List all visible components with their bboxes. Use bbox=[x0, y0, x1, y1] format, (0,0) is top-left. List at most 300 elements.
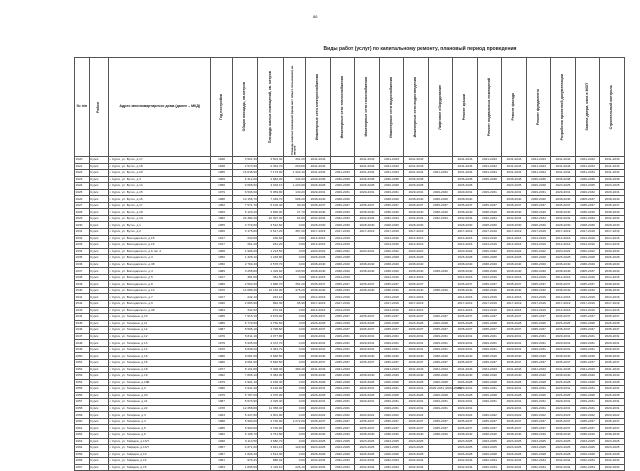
table-cell: 2035-2037 bbox=[306, 425, 331, 432]
table-cell: 2032-2034 bbox=[453, 458, 478, 465]
table-cell: 1623 bbox=[75, 176, 90, 183]
table-cell: 1950 bbox=[211, 261, 232, 268]
table-cell: г. Курск, ул. Бутко, д.18 bbox=[109, 209, 211, 216]
table-cell: Курск bbox=[89, 386, 108, 393]
table-cell: 4 425,40 bbox=[258, 399, 284, 406]
table-cell: Курск bbox=[89, 222, 108, 229]
table-cell: 2041-2043 bbox=[526, 366, 551, 373]
table-cell: 2014-2016 bbox=[306, 307, 331, 314]
table-cell: 2038-2040 bbox=[526, 196, 551, 203]
table-cell: 1659 bbox=[75, 412, 90, 419]
table-cell: г. Курск, ул. Гайдара, д.14 bbox=[109, 458, 211, 465]
table-cell: 2026-2028 bbox=[477, 392, 502, 399]
table-cell: 2014-2016 bbox=[306, 242, 331, 249]
table-cell: 2032-2034 bbox=[502, 458, 527, 465]
table-cell: 2026-2028 bbox=[330, 255, 355, 262]
table-cell: 2028-2030 bbox=[551, 222, 576, 229]
table-cell: 1 514,30 bbox=[258, 451, 284, 458]
table-cell: 2026-2028 bbox=[477, 320, 502, 327]
table-cell: 5 408,30 bbox=[258, 366, 284, 373]
table-cell: 2035-2037 bbox=[306, 202, 331, 209]
table-cell: 2035-2037 bbox=[379, 281, 404, 288]
table-cell: 0,00 bbox=[283, 340, 305, 347]
table-cell: 1665 bbox=[75, 451, 90, 458]
table-cell: 2026-2028 bbox=[428, 392, 453, 399]
table-cell: 2026-2028 bbox=[551, 392, 576, 399]
table-cell: 2035-2037 bbox=[502, 281, 527, 288]
table-cell: 2014-2016 bbox=[330, 307, 355, 314]
table-cell: Курск bbox=[89, 229, 108, 236]
table-cell: 1636 bbox=[75, 261, 90, 268]
table-cell: 1976 bbox=[211, 333, 232, 340]
table-cell: 2038-2040 bbox=[600, 281, 625, 288]
table-cell: 2038-2040 bbox=[330, 209, 355, 216]
table-cell: 2026-2028 bbox=[477, 379, 502, 386]
table-cell: 1660 bbox=[75, 418, 90, 425]
table-cell: 2031-2034 bbox=[355, 170, 380, 177]
table-cell: 2029-2031 bbox=[526, 405, 551, 412]
table-cell: 1647 bbox=[75, 333, 90, 340]
table-cell: 1645 bbox=[75, 320, 90, 327]
table-cell: 0,00 bbox=[283, 346, 305, 353]
table-cell: 2041-2043 bbox=[600, 366, 625, 373]
table-cell: 2035-2037 bbox=[330, 418, 355, 425]
table-cell: 2038-2040 bbox=[453, 353, 478, 360]
table-cell: Курск bbox=[89, 242, 108, 249]
table-cell: 1652 bbox=[75, 366, 90, 373]
table-cell: 2038-2040 bbox=[551, 209, 576, 216]
table-cell: 2038-2040 bbox=[404, 373, 429, 380]
table-cell: 2029-2031 bbox=[551, 340, 576, 347]
table-cell: 2014-2016 bbox=[379, 274, 404, 281]
table-cell: г. Курск, ул. Бутко, д.16 bbox=[109, 196, 211, 203]
table-cell: 2017-2019 bbox=[330, 301, 355, 308]
table-cell: Курск bbox=[89, 353, 108, 360]
col-header-label: Ремонт фундамента bbox=[535, 88, 540, 126]
table-cell: 2017-2019 bbox=[477, 229, 502, 236]
table-cell: 5 838,20 bbox=[232, 346, 258, 353]
table-cell: 2023-2025 bbox=[575, 445, 600, 452]
table-cell: 61,00 bbox=[283, 215, 305, 222]
table-cell: 2029-2031 bbox=[502, 189, 527, 196]
table-cell: 2028-2030 bbox=[404, 222, 429, 229]
table-cell: 2026-2028 bbox=[330, 451, 355, 458]
table-cell: 2017-2019 bbox=[502, 301, 527, 308]
table-cell: 4 679,00 bbox=[258, 314, 284, 321]
table-cell: 2038-2040 bbox=[379, 431, 404, 438]
col-header-label: Инженерные сети электроснабжения bbox=[315, 73, 320, 141]
col-header-label: Площадь нежилых помещений (кроме мест общего пользования), кв. метров bbox=[290, 65, 297, 155]
table-cell: 1 248,80 bbox=[258, 255, 284, 262]
table-cell: 0,00 bbox=[283, 399, 305, 406]
table-cell: 2023-2025 bbox=[502, 183, 527, 190]
table-cell: 2017-2019 bbox=[551, 301, 576, 308]
table-cell: 2014-2016 bbox=[477, 242, 502, 249]
table-cell: 2020-2022 bbox=[306, 412, 331, 419]
table-cell: 2014-2016 bbox=[526, 307, 551, 314]
table-cell: 2029-2031 bbox=[453, 399, 478, 406]
table-cell: 2014-2016 bbox=[502, 274, 527, 281]
table-cell: 7 439,70 bbox=[258, 196, 284, 203]
table-cell: 2023-2025 bbox=[404, 445, 429, 452]
table-cell: 2031-2034 bbox=[453, 170, 478, 177]
table-cell: 1 429,60 bbox=[258, 268, 284, 275]
table-cell: 2032-2034 bbox=[600, 215, 625, 222]
table-cell: 0,00 bbox=[283, 294, 305, 301]
table-cell: 1664 bbox=[75, 445, 90, 452]
table-cell: 2032-2034 bbox=[600, 458, 625, 465]
table-cell: 0,00 bbox=[283, 405, 305, 412]
table-cell: 2029-2031 bbox=[502, 340, 527, 347]
table-cell: 2026-2028 bbox=[379, 255, 404, 262]
table-cell: Курск bbox=[89, 431, 108, 438]
table-cell: 1656 bbox=[75, 392, 90, 399]
table-cell: 2029-2031 bbox=[600, 399, 625, 406]
table-cell: г. Курск, ул. Володарского, д.6 лит 2 bbox=[109, 248, 211, 255]
table-cell: 2038-2040 bbox=[404, 268, 429, 275]
table-cell: 2036-2038 bbox=[379, 176, 404, 183]
table-cell: 3 175,80 bbox=[232, 229, 258, 236]
table-cell: 0,00 bbox=[283, 359, 305, 366]
table-cell: 2041-2043 bbox=[355, 163, 380, 170]
table-cell: 2029-2031 bbox=[551, 333, 576, 340]
table-cell: 2014-2016 bbox=[477, 274, 502, 281]
table-cell: 1622 bbox=[75, 170, 90, 177]
table-cell: 1970 bbox=[211, 346, 232, 353]
table-cell: 2014-2016 bbox=[453, 294, 478, 301]
table-cell: 2026-2028 bbox=[306, 379, 331, 386]
table-cell: 1627 bbox=[75, 202, 90, 209]
table-cell: 1977 bbox=[211, 366, 232, 373]
table-cell: Курск bbox=[89, 163, 108, 170]
table-cell: 2035-2037 bbox=[526, 359, 551, 366]
table-cell: 2038-2040 bbox=[453, 261, 478, 268]
table-cell: 2014-2016 bbox=[453, 307, 478, 314]
table-cell: Курск bbox=[89, 451, 108, 458]
table-cell bbox=[428, 464, 453, 471]
table-cell: г. Курск, ул. Володарского, д.8 bbox=[109, 281, 211, 288]
table-cell: 2017-2019 bbox=[526, 301, 551, 308]
table-cell: 2014-2016 bbox=[379, 294, 404, 301]
table-cell: 2035-2037 bbox=[453, 418, 478, 425]
table-cell: 2023-2025 bbox=[306, 438, 331, 445]
table-cell: 2029-2031 bbox=[330, 333, 355, 340]
table-cell: 2014-2016 bbox=[502, 307, 527, 314]
table-cell: 0,00 bbox=[283, 379, 305, 386]
table-cell: 2028-2030 bbox=[600, 222, 625, 229]
table-cell: 2032-2034 bbox=[379, 458, 404, 465]
table-cell: г. Курск, ул. Гагарина, д.15 bbox=[109, 353, 211, 360]
table-cell: 2038-2040 bbox=[600, 268, 625, 275]
table-cell: 2023-2025 bbox=[600, 445, 625, 452]
col-header-label: Инженерные сети теплоснабжения bbox=[339, 75, 344, 139]
table-cell: 1938 bbox=[211, 163, 232, 170]
table-cell: 1642 bbox=[75, 301, 90, 308]
table-cell: 2023-2025 bbox=[306, 445, 331, 452]
table-cell: 2041-2043 bbox=[600, 163, 625, 170]
table-cell: 272,02 bbox=[258, 307, 284, 314]
table-cell: 2029-2031 bbox=[404, 386, 429, 393]
table-cell: Курск bbox=[89, 373, 108, 380]
table-cell: 242,10 bbox=[232, 294, 258, 301]
table-cell: 2029-2031 bbox=[502, 346, 527, 353]
table-cell: 1963 bbox=[211, 412, 232, 419]
table-cell: 1990 bbox=[211, 386, 232, 393]
table-cell: 2038-2040 bbox=[306, 196, 331, 203]
table-cell: 2029-2032 bbox=[428, 189, 453, 196]
table-cell: г. Курск, ул. Володарского, д.38 bbox=[109, 307, 211, 314]
table-cell: 2017-2019 bbox=[477, 301, 502, 308]
table-cell: 2038-2040 bbox=[526, 287, 551, 294]
table-cell: 2029-2031 bbox=[453, 189, 478, 196]
table-cell: 2029-2031 bbox=[575, 346, 600, 353]
table-cell: Курск bbox=[89, 320, 108, 327]
table-cell: г. Курск, ул. Бутко, д.1А bbox=[109, 215, 211, 222]
table-cell: 2035-2037 bbox=[600, 202, 625, 209]
table-cell: 686,20 bbox=[283, 196, 305, 203]
table-cell: 2026-2028 bbox=[379, 379, 404, 386]
table-cell: 2035-2037 bbox=[526, 425, 551, 432]
table-cell: 2038-2040 bbox=[355, 287, 380, 294]
col-header bbox=[89, 58, 108, 157]
table-cell: 0,00 bbox=[283, 412, 305, 419]
table-cell: 2017-2019 bbox=[379, 301, 404, 308]
table-cell: 1666 bbox=[75, 458, 90, 465]
table-cell: 3 779,60 bbox=[232, 222, 258, 229]
table-cell: 2014-2016 bbox=[306, 235, 331, 242]
table-cell: 2035-2037 bbox=[379, 327, 404, 334]
table-cell: Курск bbox=[89, 425, 108, 432]
table-cell: 2029-2031 bbox=[575, 399, 600, 406]
table-cell: 2020-2022 bbox=[379, 412, 404, 419]
table-cell: 1988 bbox=[211, 418, 232, 425]
table-cell: 2041-2043 bbox=[600, 157, 625, 164]
table-cell: 2035-2037 bbox=[330, 425, 355, 432]
table-cell: 2035-2037 bbox=[404, 327, 429, 334]
table-cell: 2026-2028 bbox=[526, 392, 551, 399]
table-cell: 2038-2040 bbox=[428, 287, 453, 294]
table-cell: 2026-2028 bbox=[551, 451, 576, 458]
table-cell: 2038-2040 bbox=[355, 373, 380, 380]
table-cell: 381,50 bbox=[258, 274, 284, 281]
table-cell: 2026-2028 bbox=[502, 451, 527, 458]
table-cell: 2029-2031 bbox=[355, 386, 380, 393]
table-cell: 10 146,00 bbox=[258, 287, 284, 294]
table-cell: 2041-2043 bbox=[404, 163, 429, 170]
table-cell: 2038-2040 bbox=[502, 261, 527, 268]
table-cell: Курск bbox=[89, 314, 108, 321]
table-cell: 2014-2016 bbox=[551, 294, 576, 301]
table-cell: 886,02 bbox=[258, 458, 284, 465]
table-cell: 8 595,10 bbox=[232, 327, 258, 334]
table-cell: 2029-2031 bbox=[330, 386, 355, 393]
table-cell: 2038-2040 bbox=[502, 287, 527, 294]
table-cell: 2017-2019 bbox=[306, 229, 331, 236]
table-cell: 1986 bbox=[211, 320, 232, 327]
table-cell: 2038-2040 bbox=[404, 261, 429, 268]
table-cell: 2036-2038 bbox=[404, 176, 429, 183]
table-cell: г. Курск, ул. Володарского, д.9 bbox=[109, 301, 211, 308]
table-cell: 2020-2022 bbox=[330, 412, 355, 419]
col-header-label: Ремонт фасада bbox=[511, 93, 516, 121]
table-cell: 2029-2031 bbox=[330, 340, 355, 347]
table-cell: Курск bbox=[89, 412, 108, 419]
table-cell: Курск bbox=[89, 274, 108, 281]
table-cell: 2038-2040 bbox=[428, 431, 453, 438]
table-cell: 2035-2037 bbox=[477, 418, 502, 425]
table-cell: 2029-2031 bbox=[551, 399, 576, 406]
table-cell: г. Курск, ул. Бутко, д.3 bbox=[109, 176, 211, 183]
table-cell: 1917 bbox=[211, 274, 232, 281]
header-row bbox=[75, 58, 625, 157]
table-cell: 2035-2037 bbox=[575, 425, 600, 432]
col-header bbox=[404, 58, 429, 157]
table-cell: 2038-2040 bbox=[502, 431, 527, 438]
table-cell: 4 481,70 bbox=[258, 346, 284, 353]
table-cell: 2038-2040 bbox=[477, 373, 502, 380]
table-cell: 2026-2028 bbox=[575, 451, 600, 458]
table-cell: 2038-2040 bbox=[404, 431, 429, 438]
table-cell: 2038-2040 bbox=[330, 287, 355, 294]
table-cell: 0,00 bbox=[283, 248, 305, 255]
table-cell: 2026-2028 bbox=[306, 255, 331, 262]
table-cell: 2023-2025 bbox=[502, 445, 527, 452]
table-cell: 2026-2028 bbox=[428, 379, 453, 386]
table-cell: 2038-2040 bbox=[330, 196, 355, 203]
table-cell: 2035-2037 bbox=[404, 425, 429, 432]
table-cell: 2038-2040 bbox=[477, 431, 502, 438]
table-cell: 2041-2043 bbox=[379, 157, 404, 164]
table-cell: 99,40 bbox=[283, 202, 305, 209]
table-cell: 1952 bbox=[211, 202, 232, 209]
table-cell: 2035-2037 bbox=[477, 425, 502, 432]
table-cell: 2026-2028 bbox=[551, 320, 576, 327]
table-cell: 2026-2028 bbox=[330, 183, 355, 190]
table-cell: Курск bbox=[89, 333, 108, 340]
col-header-label: Ремонт подвальных помещений bbox=[486, 77, 491, 137]
table-cell: 2029-2031 bbox=[453, 340, 478, 347]
table-cell: 2041-2043 bbox=[575, 157, 600, 164]
table-cell: 1620 bbox=[75, 157, 90, 164]
table-cell: 2014-2016 bbox=[502, 294, 527, 301]
table-cell: 2032-2034 bbox=[330, 464, 355, 471]
table-cell: 2029-2031 bbox=[330, 405, 355, 412]
table-cell: 2035-2037 bbox=[526, 314, 551, 321]
table-cell: 2014-2016 bbox=[306, 274, 331, 281]
table-cell: 2035-2037 bbox=[526, 281, 551, 288]
table-cell: г. Курск, ул. Гагарина, д.21 bbox=[109, 399, 211, 406]
col-header-label: Разработка проектной документации bbox=[560, 73, 565, 141]
table-cell: 2031-2034 bbox=[575, 170, 600, 177]
table-cell: 2031-2034 bbox=[404, 170, 429, 177]
table-cell: 2029-2031 bbox=[428, 346, 453, 353]
table-cell: 2038-2040 bbox=[404, 196, 429, 203]
table-cell: г. Курск, ул. Бутко, д.17 bbox=[109, 202, 211, 209]
table-cell: 2035-2037 bbox=[428, 418, 453, 425]
table-cell: 2029-2031 bbox=[453, 405, 478, 412]
table-cell: 1643 bbox=[75, 307, 90, 314]
table-cell: 2029-2031 bbox=[600, 333, 625, 340]
table-cell: 2029-2032 bbox=[575, 189, 600, 196]
table-cell: 2035-2037 bbox=[526, 418, 551, 425]
table-cell: 2029-2031 bbox=[330, 399, 355, 406]
table-cell: 27,70 bbox=[283, 209, 305, 216]
table-cell: 2029-2031 bbox=[477, 399, 502, 406]
table-cell: 2038-2040 bbox=[600, 353, 625, 360]
table-cell: 2017-2019 bbox=[404, 229, 429, 236]
table-cell: 1969 bbox=[211, 209, 232, 216]
table-cell: 2029-2031 bbox=[551, 386, 576, 393]
table-cell: 2029-2031 bbox=[355, 333, 380, 340]
table-cell: г. Курск, ул. Володарского, д.10 bbox=[109, 287, 211, 294]
table-cell: 1 826,40 bbox=[232, 451, 258, 458]
table-cell: 4 126,00 bbox=[258, 386, 284, 393]
col-header-label: Инженерные сети водоотведения bbox=[413, 76, 418, 138]
table-cell: г. Курск, ул. Гагарина, д.11 bbox=[109, 320, 211, 327]
table-cell: 261,20 bbox=[258, 242, 284, 249]
table-cell: 2035-2037 bbox=[330, 281, 355, 288]
table-cell: 2035-2037 bbox=[477, 359, 502, 366]
table-cell: 2032-2034 bbox=[330, 215, 355, 222]
table-cell: 2023-2025 bbox=[600, 183, 625, 190]
table-cell: 1985 bbox=[211, 314, 232, 321]
table-cell: 2041-2043 bbox=[477, 163, 502, 170]
table-cell: 2020-2022 bbox=[453, 248, 478, 255]
table-cell: 2041-2043 bbox=[575, 163, 600, 170]
table-cell: 2026-2028 bbox=[306, 183, 331, 190]
table-cell: 2020-2022 bbox=[551, 248, 576, 255]
table-cell: 2017-2019 bbox=[306, 301, 331, 308]
table-cell: 2028-2030 bbox=[575, 222, 600, 229]
table-cell: 15 048,90 bbox=[232, 170, 258, 177]
col-header bbox=[379, 58, 404, 157]
table-cell: 2038-2040 bbox=[330, 261, 355, 268]
table-cell: 2035-2037 bbox=[502, 425, 527, 432]
table-cell: 2029-2031 bbox=[355, 399, 380, 406]
table-cell: 0,00 bbox=[283, 353, 305, 360]
table-cell: 2038-2040 bbox=[379, 209, 404, 216]
table-cell: 2028-2030 bbox=[526, 222, 551, 229]
table-cell: 2038-2040 bbox=[600, 261, 625, 268]
table-cell: 2035-2037 bbox=[404, 314, 429, 321]
table-cell: 2038-2040 bbox=[453, 196, 478, 203]
table-cell: 2038-2040 bbox=[306, 268, 331, 275]
table-cell: 2026-2028 bbox=[379, 320, 404, 327]
table-cell: г. Курск, ул. Гайдара, д.15 bbox=[109, 464, 211, 471]
table-cell: 2030-2032 bbox=[600, 248, 625, 255]
table-cell: 2038-2040 bbox=[355, 209, 380, 216]
table-cell: 2026-2028 bbox=[502, 320, 527, 327]
table-cell: 7 173,90 bbox=[258, 170, 284, 177]
table-cell: 1930 bbox=[211, 301, 232, 308]
table-cell: 2038-2040 bbox=[306, 373, 331, 380]
table-cell: 1646 bbox=[75, 327, 90, 334]
table-cell: 2029-2031 bbox=[526, 346, 551, 353]
col-header: Адрес многоквартирного дома (далее – МКД) bbox=[109, 58, 211, 157]
table-cell: 1 223,90 bbox=[283, 183, 305, 190]
table-cell: 2032-2034 bbox=[575, 458, 600, 465]
table-cell: Курск bbox=[89, 255, 108, 262]
table-cell: 2014-2016 bbox=[379, 307, 404, 314]
table-cell: 2035-2037 bbox=[502, 359, 527, 366]
table-cell: 1964 bbox=[211, 307, 232, 314]
table-cell: 2035-2037 bbox=[526, 327, 551, 334]
table-cell: 2014-2016 bbox=[404, 294, 429, 301]
table-cell: 2028-2030 bbox=[379, 222, 404, 229]
table-cell: 301,20 bbox=[283, 157, 305, 164]
table-cell: 2029-2031 bbox=[477, 340, 502, 347]
table-cell: Курск bbox=[89, 392, 108, 399]
